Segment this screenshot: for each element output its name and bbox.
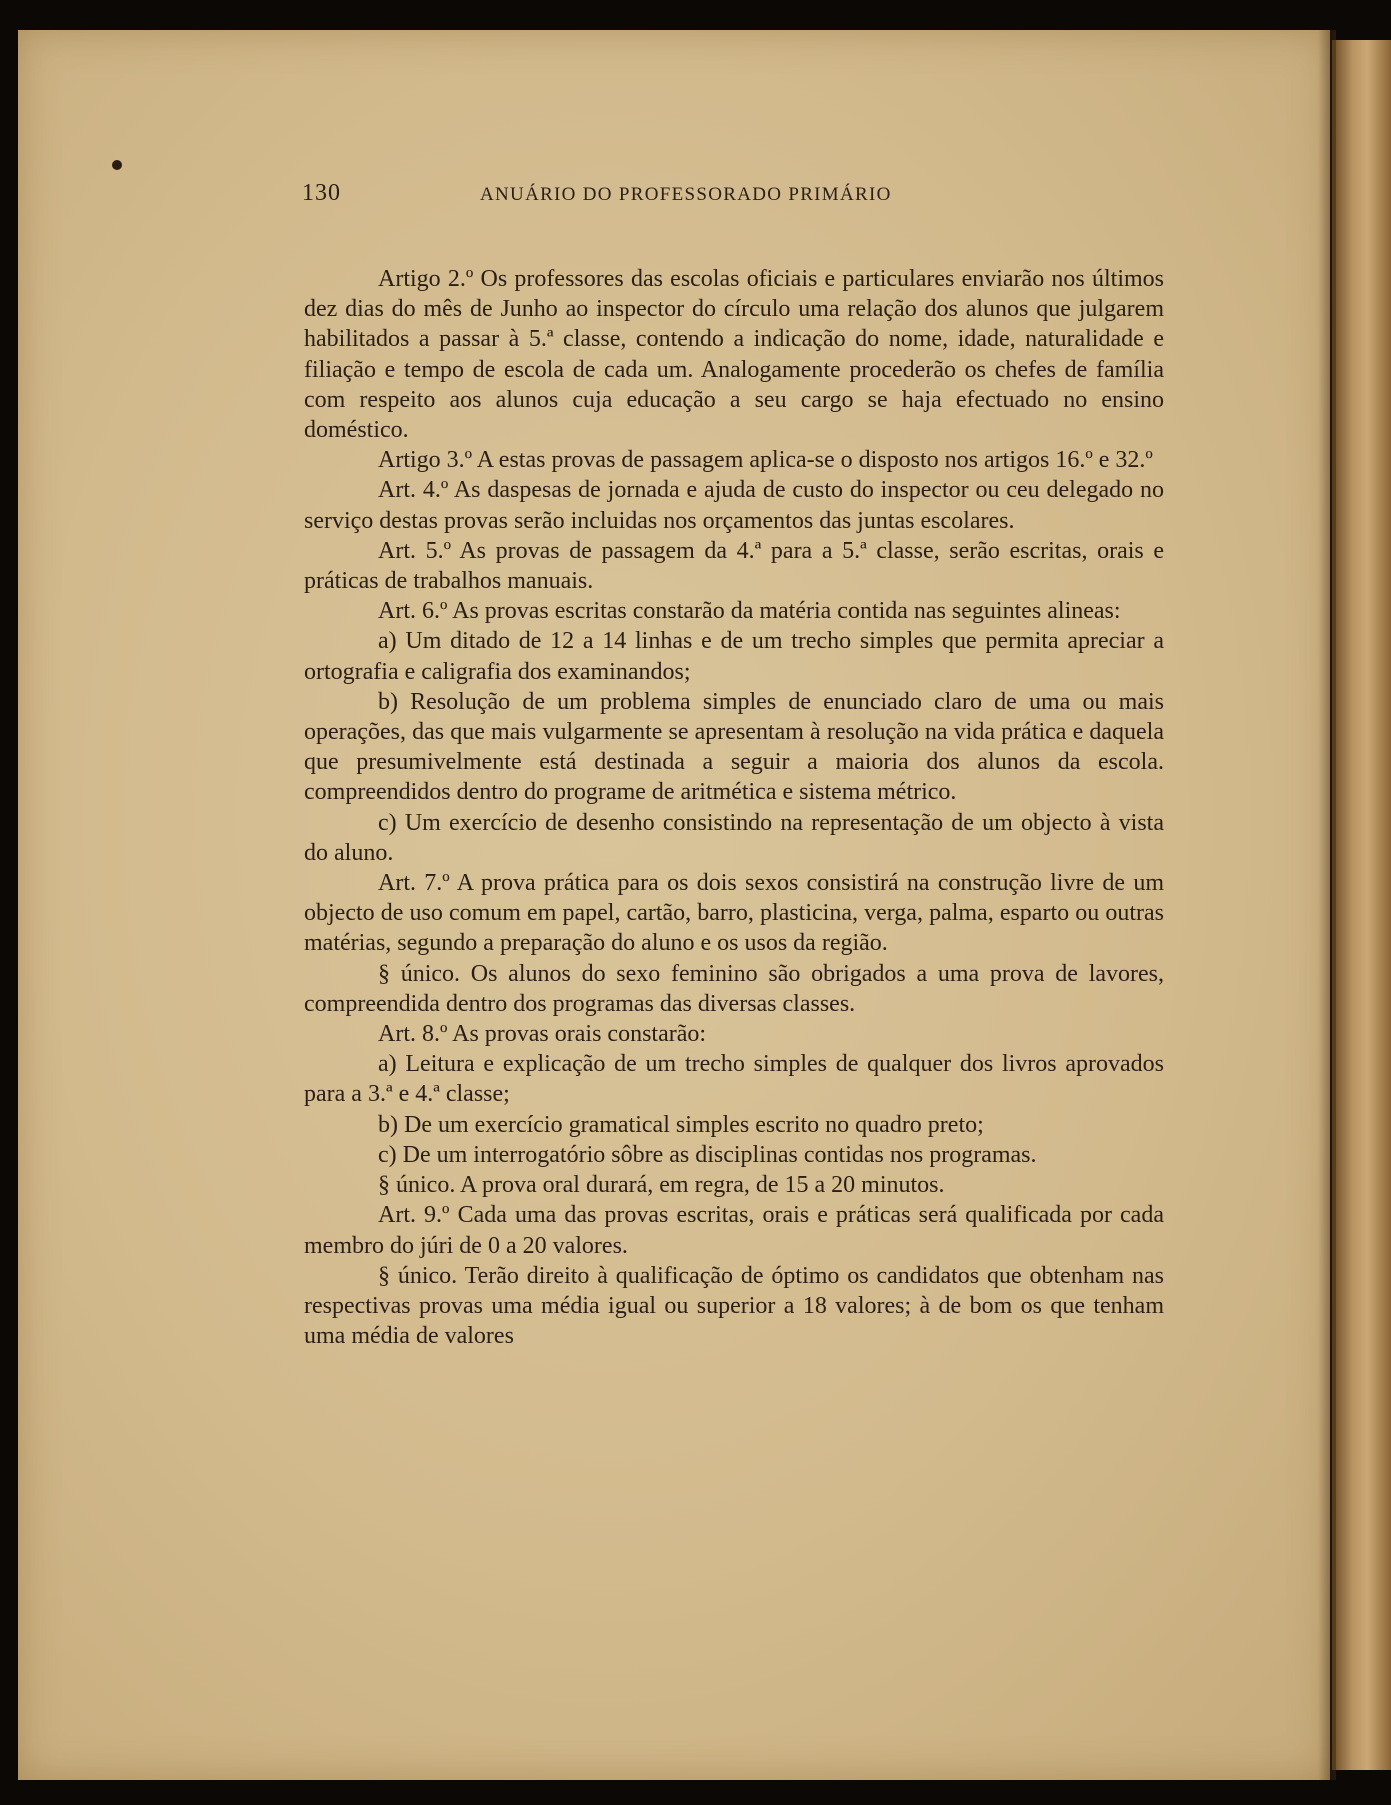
paragraph-art-6-c: c) Um exercício de desenho consistindo na representação de um objecto à vista do aluno. [304, 809, 1164, 866]
paragraph-artigo-3: Artigo 3.º A estas provas de passagem aplica-se o disposto nos artigos 16.º e 32.º [378, 447, 1153, 474]
paragraph-art-8-b: b) De um exercício gramatical simples escrito no quadro preto; [378, 1111, 984, 1138]
page-edge-shadow [1318, 30, 1336, 1780]
page-number: 130 [302, 180, 341, 206]
paragraph-artigo-2: Artigo 2.º Os professores das escolas oficiais e particulares enviarão nos últimos dez dias do mês de Junho ao inspector do círculo uma relação dos alunos que julgarem habilitados a passar à 5.ª classe, contendo a indicação do nome, idade, naturalidade e filiação e tempo de escola de cada um. Analogamente procederão os chefes de família com respeito aos alunos cuja educação a seu cargo se haja efectuado no ensino doméstico. [304, 266, 1164, 444]
paragraph-art-6-a: a) Um ditado de 12 a 14 linhas e de um trecho simples que permita apreciar a ortografia e caligrafia dos examinandos; [304, 628, 1164, 685]
paragraph-art-8: Art. 8.º As provas orais constarão: [378, 1021, 707, 1048]
paragraph-art-5: Art. 5.º As provas de passagem da 4.ª para a 5.ª classe, serão escritas, orais e práticas de trabalhos manuais. [304, 537, 1164, 595]
paragraph-art-6: Art. 6.º As provas escritas constarão da matéria contida nas seguintes alineas: [378, 598, 1121, 625]
body-text [304, 264, 1164, 1351]
paragraph-art-8-unico: § único. A prova oral durará, em regra, de 15 a 20 minutos. [378, 1172, 945, 1199]
running-head: ANUÁRIO DO PROFESSORADO PRIMÁRIO [480, 184, 892, 205]
paragraph-art-6-b: b) Resolução de um problema simples de enunciado claro de uma ou mais operações, das que mais vulgarmente se apresentam à resolução na vida prática e daquela que presumivelmente está destinada a seguir a maioria dos alunos da escola. compreendidos dentro do programe de aritmética e sistema métrico. [304, 688, 1164, 806]
adjacent-page-edge [1332, 40, 1391, 1770]
paragraph-art-9: Art. 9.º Cada uma das provas escritas, orais e práticas será qualificada por cada membro do júri de 0 a 20 valores. [304, 1202, 1164, 1259]
page-header [302, 180, 1174, 220]
paragraph-art-9-unico: § único. Terão direito à qualificação de óptimo os candidatos que obtenham nas respectivas provas uma média igual ou superior a 18 valores; à de bom os que tenham uma média de valores [304, 1262, 1164, 1350]
paragraph-art-8-a: a) Leitura e explicação de um trecho simples de qualquer dos livros aprovados para a 3.ª e 4.ª classe; [304, 1051, 1164, 1108]
ink-spot [112, 160, 122, 170]
paragraph-art-8-c: c) De um interrogatório sôbre as disciplinas contidas nos programas. [378, 1141, 1037, 1168]
paragraph-art-4: Art. 4.º As daspesas de jornada e ajuda de custo do inspector ou ceu delegado no serviço destas provas serão incluidas nos orçamentos das juntas escolares. [304, 477, 1164, 534]
paragraph-art-7-unico: § único. Os alunos do sexo feminino são obrigados a uma prova de lavores, compreendida dentro dos programas das diversas classes. [304, 960, 1164, 1017]
paragraph-art-7: Art. 7.º A prova prática para os dois sexos consistirá na construção livre de um objecto de uso comum em papel, cartão, barro, plasticina, verga, palma, esparto ou outras matérias, segundo a preparação do aluno e os usos da região. [304, 870, 1164, 957]
